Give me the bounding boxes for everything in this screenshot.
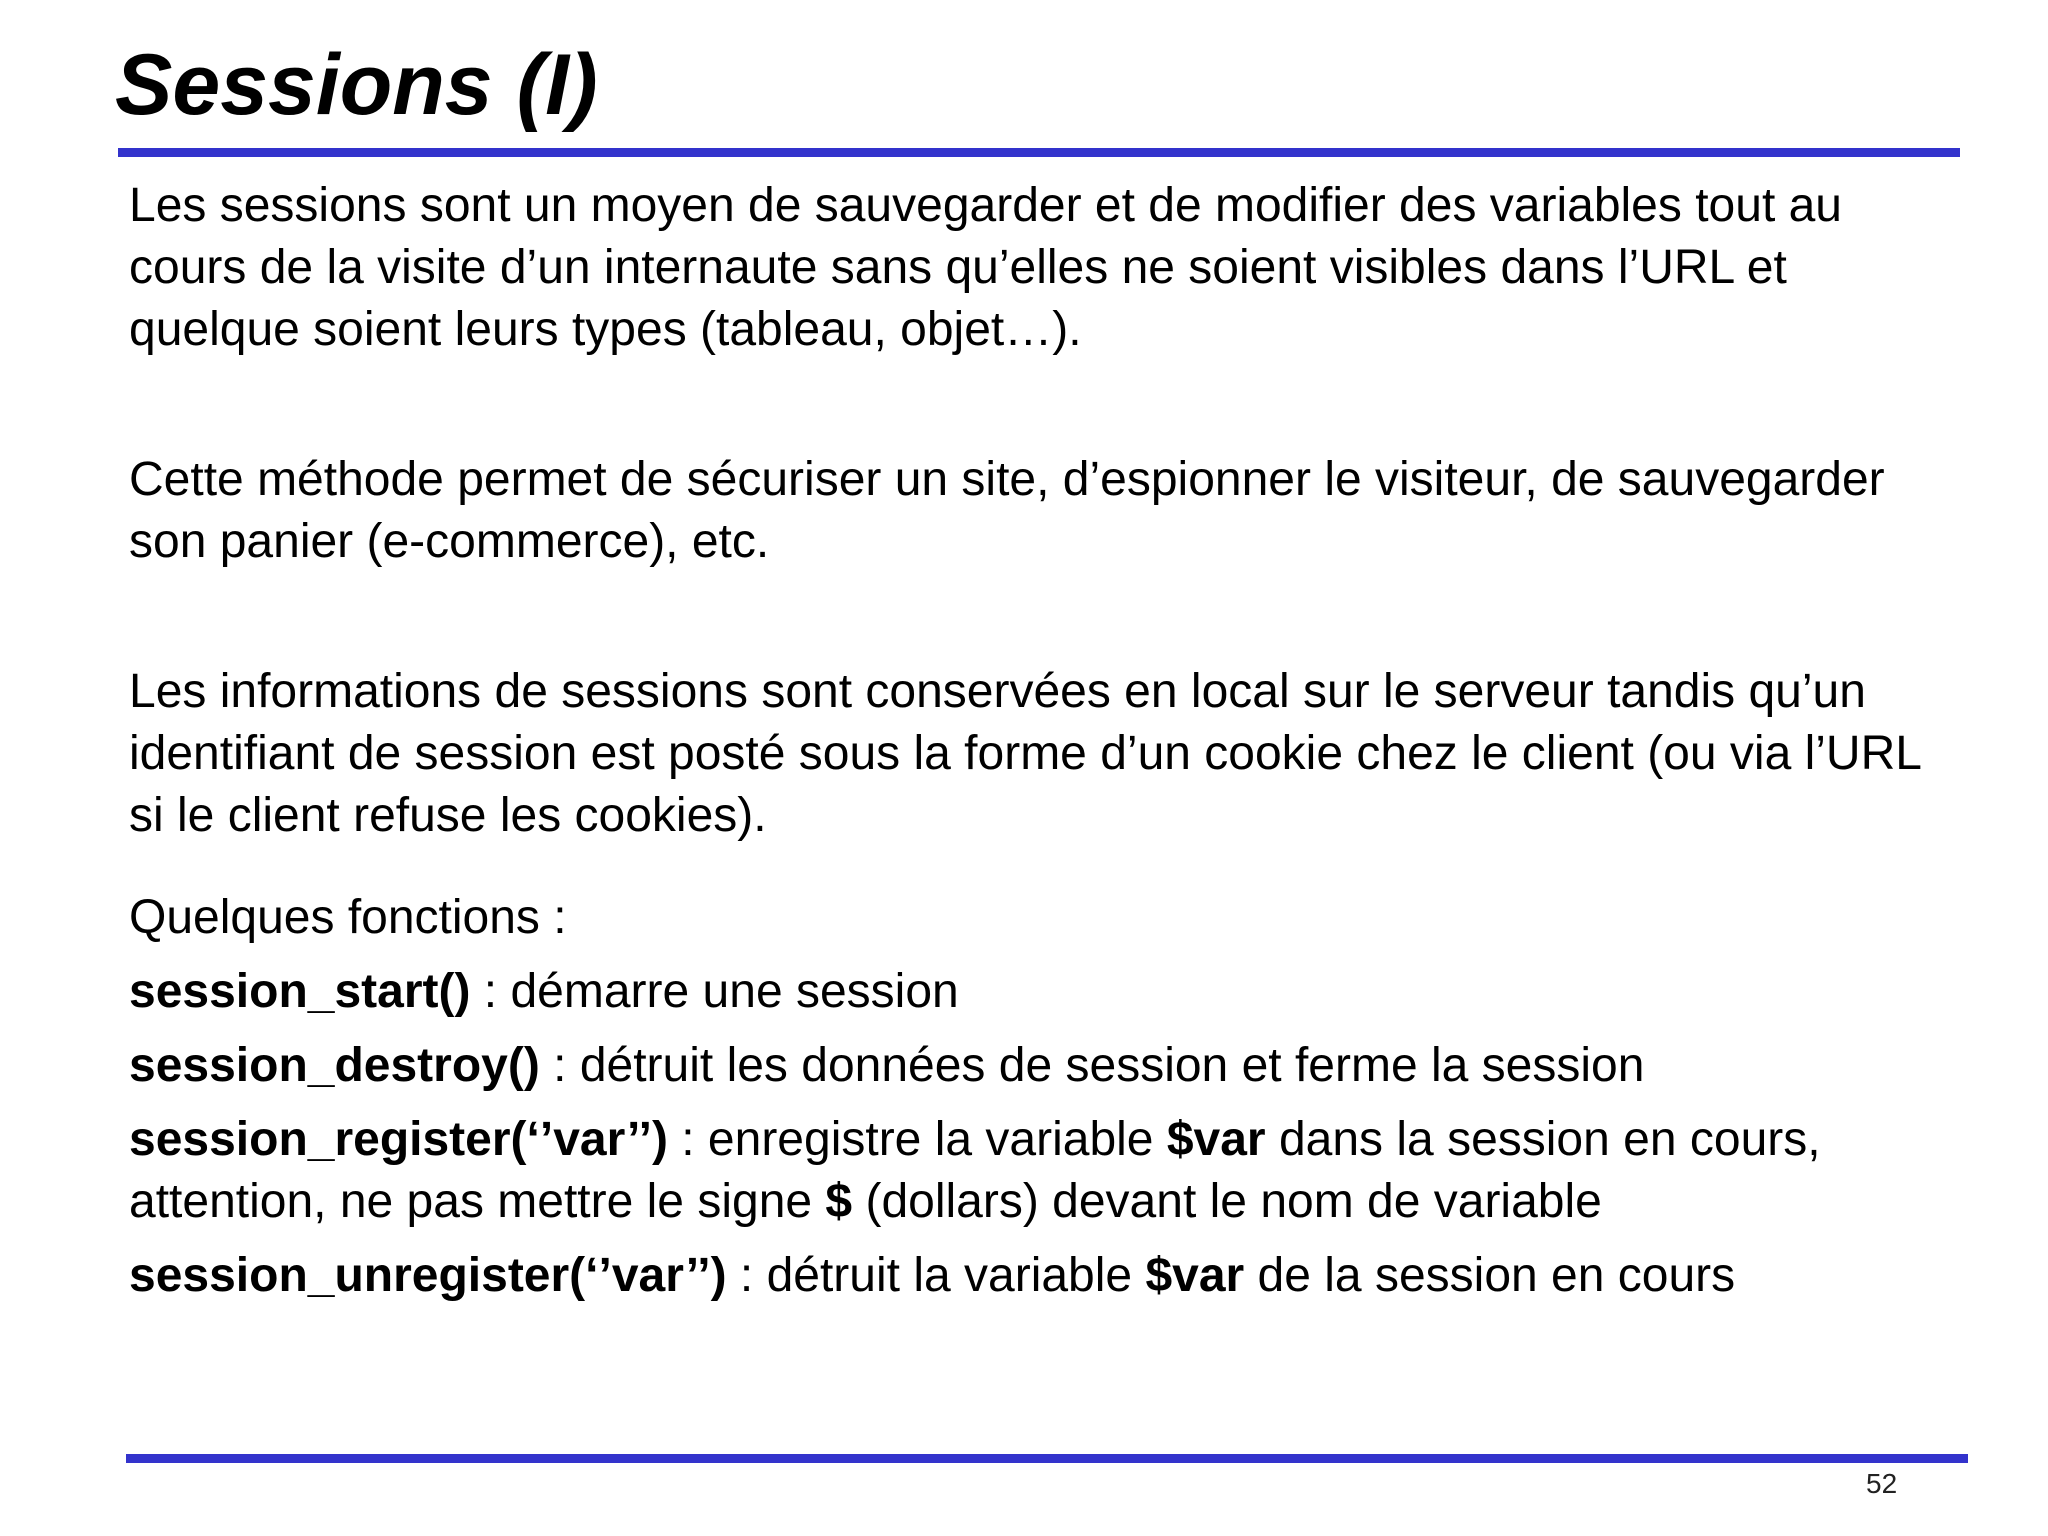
- functions-intro: Quelques fonctions :: [129, 891, 567, 944]
- variable-name: $var: [1166, 1113, 1266, 1166]
- function-name: session_register(‘’var’’): [129, 1113, 668, 1166]
- function-name: session_unregister(‘’var’’): [129, 1249, 727, 1302]
- paragraph-sessions-definition: Les sessions sont un moyen de sauvegarder et de modifier des variables tout au cours de la visite d’un internaute sans qu’elles ne soient visibles dans l’URL et quelque soient leurs types (tableau, objet…).: [129, 179, 1842, 356]
- function-description: : détruit les données de session et ferme la session: [539, 1039, 1645, 1092]
- function-session-register: [129, 1109, 1959, 1233]
- variable-name: $var: [1145, 1249, 1245, 1302]
- function-description: : enregistre la variable: [667, 1113, 1167, 1166]
- paragraph-sessions-storage: Les informations de sessions sont conservées en local sur le serveur tandis qu’un identifiant de session est posté sous la forme d’un cookie chez le client (ou via l’URL si le client refuse les cookies).: [129, 665, 1921, 842]
- function-session-unregister: [129, 1245, 1959, 1307]
- paragraph-sessions-uses: Cette méthode permet de sécuriser un site, d’espionner le visiteur, de sauvegarder son panier (e-commerce), etc.: [129, 453, 1885, 568]
- footer-rule: [126, 1454, 1968, 1463]
- function-session-destroy: [129, 1035, 1959, 1097]
- dollar-sign: $: [825, 1175, 853, 1228]
- function-description: : démarre une session: [470, 965, 959, 1018]
- title-underline: [118, 148, 1960, 157]
- function-name: session_start(): [129, 965, 471, 1018]
- slide-title: Sessions (I): [115, 37, 598, 133]
- function-description: de la session en cours: [1244, 1249, 1736, 1302]
- function-description: : détruit la variable: [726, 1249, 1146, 1302]
- page-number: 52: [1866, 1468, 1898, 1499]
- slide-body: [129, 175, 1959, 1319]
- function-session-start: [129, 961, 1959, 1023]
- function-description: dans la session en cours, attention, ne pas mettre le signe: [129, 1113, 1821, 1228]
- function-description: (dollars) devant le nom de variable: [852, 1175, 1602, 1228]
- function-name: session_destroy(): [129, 1039, 540, 1092]
